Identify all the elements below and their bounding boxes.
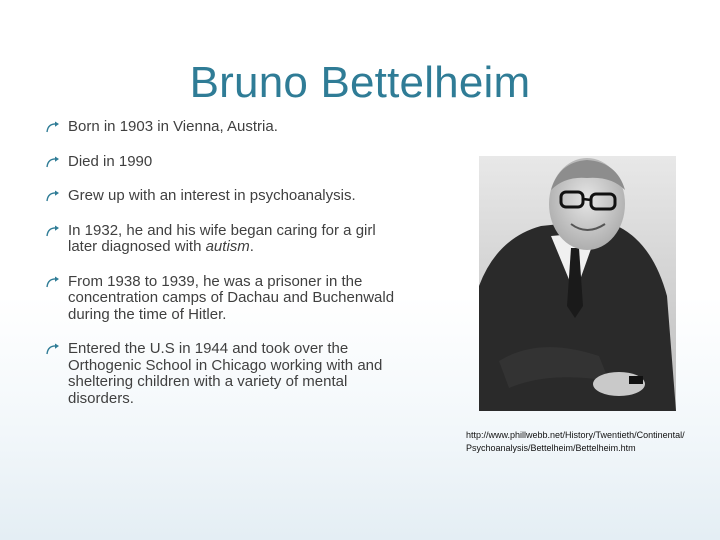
bullet-item [46,119,406,136]
portrait-photo [479,156,676,411]
curved-arrow-bullet-icon [46,155,62,169]
bullet-text-part: In 1932, he and his wife began caring for a girl later diagnosed with [68,221,376,255]
bullet-item [46,154,406,171]
bullet-text: From 1938 to 1939, he was a prisoner in the concentration camps of Dachau and Buchenwald during the time of Hitler. [68,272,395,323]
bullet-text-emphasis: autism [205,238,250,255]
bullet-list [46,119,406,425]
bullet-text: Born in 1903 in Vienna, Austria. [68,118,278,135]
bullet-text [68,222,376,256]
photo-source-citation [466,429,685,454]
slide-title: Bruno Bettelheim [189,58,531,107]
bullet-item [46,188,406,205]
source-line: Psychoanalysis/Bettelheim/Bettelheim.htm [466,442,636,453]
curved-arrow-bullet-icon [46,224,62,238]
bullet-text-part: . [249,238,254,255]
curved-arrow-bullet-icon [46,275,62,289]
bullet-text: Entered the U.S in 1944 and took over the Orthogenic School in Chicago working with and sheltering children with a variety of mental disorders. [68,340,383,407]
bullet-item [46,274,406,324]
bullet-item [46,223,406,256]
curved-arrow-bullet-icon [46,120,62,134]
bullet-item [46,341,406,407]
curved-arrow-bullet-icon [46,189,62,203]
bullet-text: Died in 1990 [68,152,153,170]
curved-arrow-bullet-icon [46,342,62,356]
bullet-text: Grew up with an interest in psychoanalysis. [68,187,356,204]
source-line: http://www.phillwebb.net/History/Twentieth/Continental/ [466,430,685,440]
